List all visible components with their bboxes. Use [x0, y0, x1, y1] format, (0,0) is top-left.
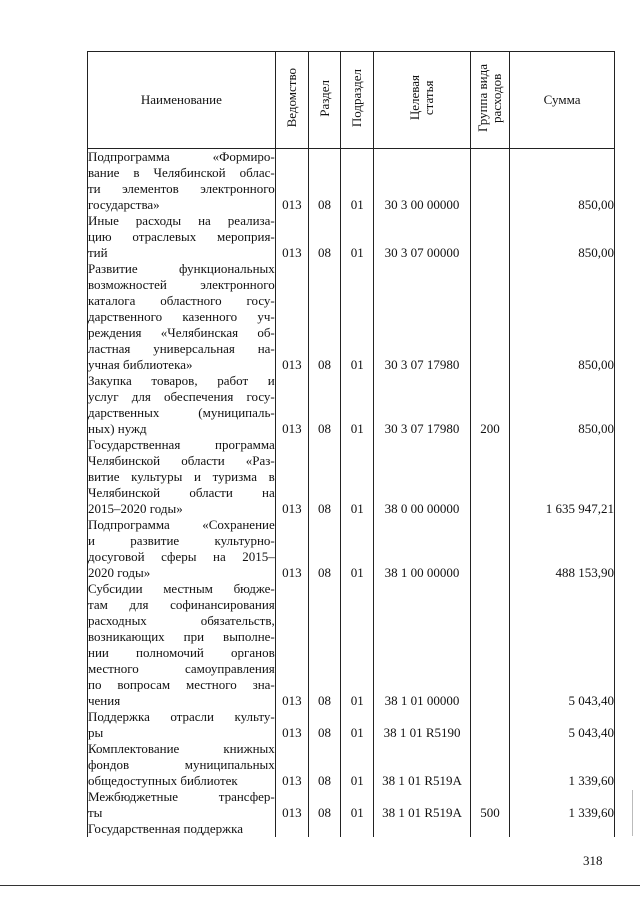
- cell-section: 08: [308, 437, 340, 517]
- cell-name-line: ры: [88, 725, 104, 740]
- cell-section: 08: [308, 789, 340, 821]
- cell-sum: 850,00: [510, 213, 615, 261]
- cell-name-line: общедоступных библиотек: [88, 773, 238, 788]
- cell-department: 013: [275, 517, 308, 581]
- cell-target-article: 38 1 01 00000: [374, 581, 470, 709]
- cell-target-article: 38 1 01 R519A: [374, 789, 470, 821]
- header-name: Наименование: [88, 52, 276, 149]
- cell-target-article: 38 1 00 00000: [374, 517, 470, 581]
- cell-subsection: 01: [341, 261, 374, 373]
- cell-subsection: 01: [341, 789, 374, 821]
- header-department: Ведомство: [275, 52, 308, 149]
- cell-expense-group: [470, 821, 509, 837]
- cell-department: 013: [275, 581, 308, 709]
- cell-subsection: 01: [341, 709, 374, 741]
- cell-name-line: дарственных (муниципаль-: [88, 405, 275, 420]
- cell-name-line: учная библиотека»: [88, 357, 193, 372]
- cell-department: 013: [275, 741, 308, 789]
- cell-name-line: Закупка товаров, работ и: [88, 373, 275, 388]
- cell-subsection: 01: [341, 437, 374, 517]
- cell-name-line: Государственная поддержка: [88, 821, 244, 836]
- cell-subsection: 01: [341, 149, 374, 214]
- table-row: [88, 821, 615, 837]
- cell-name-line: ты: [88, 805, 103, 820]
- cell-subsection: 01: [341, 517, 374, 581]
- cell-department: 013: [275, 213, 308, 261]
- cell-name-line: Субсидии местным бюдже-: [88, 581, 275, 596]
- cell-name: [88, 213, 276, 261]
- table-row: [88, 789, 615, 821]
- cell-sum: 488 153,90: [510, 517, 615, 581]
- cell-name-line: фондов муниципальных: [88, 757, 275, 772]
- cell-name-line: Подпрограмма «Формиро-: [88, 149, 275, 164]
- cell-expense-group: [470, 437, 509, 517]
- cell-name-line: Государственная программа: [88, 437, 275, 452]
- cell-subsection: 01: [341, 581, 374, 709]
- cell-department: 013: [275, 261, 308, 373]
- cell-department: 013: [275, 373, 308, 437]
- cell-name-line: ластная универсальная на-: [88, 341, 275, 356]
- cell-name-line: Развитие функциональных: [88, 261, 275, 276]
- cell-name-line: государства»: [88, 197, 160, 212]
- cell-name-line: ных) нужд: [88, 421, 147, 436]
- cell-expense-group: 500: [470, 789, 509, 821]
- cell-name-line: услуг для обеспечения госу-: [88, 389, 275, 404]
- cell-section: [308, 821, 340, 837]
- cell-name-line: вание в Челябинской облас-: [88, 165, 275, 180]
- cell-department: 013: [275, 709, 308, 741]
- budget-table: [87, 51, 615, 837]
- cell-name-line: нии полномочий органов: [88, 645, 275, 660]
- bottom-scan-rule: [0, 885, 640, 886]
- cell-name-line: каталога областного госу-: [88, 293, 275, 308]
- cell-name: [88, 517, 276, 581]
- cell-section: 08: [308, 741, 340, 789]
- cell-name-line: досуговой сферы на 2015–: [88, 549, 275, 564]
- cell-expense-group: [470, 213, 509, 261]
- table-row: [88, 581, 615, 709]
- cell-name: [88, 373, 276, 437]
- cell-target-article: 30 3 07 17980: [374, 261, 470, 373]
- cell-name-line: возникающих при выполне-: [88, 629, 275, 644]
- cell-target-article: 38 1 01 R519A: [374, 741, 470, 789]
- page-number: 318: [583, 853, 603, 868]
- cell-section: 08: [308, 581, 340, 709]
- table-row: [88, 709, 615, 741]
- cell-name: [88, 581, 276, 709]
- table-row: [88, 149, 615, 214]
- cell-expense-group: [470, 581, 509, 709]
- cell-name-line: ти элементов электронного: [88, 181, 275, 196]
- cell-target-article: 38 1 01 R5190: [374, 709, 470, 741]
- cell-name: [88, 437, 276, 517]
- cell-sum: 5 043,40: [510, 581, 615, 709]
- cell-name-line: 2020 годы»: [88, 565, 151, 580]
- header-subsection: Подраздел: [341, 52, 374, 149]
- cell-department: 013: [275, 789, 308, 821]
- cell-name-line: Иные расходы на реализа-: [88, 213, 275, 228]
- cell-name-line: Челябинской области «Раз-: [88, 453, 275, 468]
- cell-expense-group: [470, 741, 509, 789]
- table-row: [88, 437, 615, 517]
- cell-expense-group: [470, 517, 509, 581]
- table-body: [88, 149, 615, 838]
- cell-sum: [510, 821, 615, 837]
- header-target-article: Целевая статья: [374, 52, 470, 149]
- cell-target-article: 38 0 00 00000: [374, 437, 470, 517]
- cell-section: 08: [308, 373, 340, 437]
- cell-sum: 5 043,40: [510, 709, 615, 741]
- cell-subsection: 01: [341, 741, 374, 789]
- cell-expense-group: 200: [470, 373, 509, 437]
- cell-name-line: по вопросам местного зна-: [88, 677, 275, 692]
- cell-name: [88, 261, 276, 373]
- table-row: [88, 213, 615, 261]
- cell-name-line: и развитие культурно-: [88, 533, 275, 548]
- cell-sum: 850,00: [510, 261, 615, 373]
- cell-sum: 850,00: [510, 373, 615, 437]
- cell-name: [88, 741, 276, 789]
- table-row: [88, 517, 615, 581]
- cell-name-line: там для софинансирования: [88, 597, 275, 612]
- cell-subsection: [341, 821, 374, 837]
- header-sum: Сумма: [510, 52, 615, 149]
- cell-target-article: 30 3 07 00000: [374, 213, 470, 261]
- table-row: [88, 373, 615, 437]
- cell-expense-group: [470, 709, 509, 741]
- cell-sum: 1 339,60: [510, 789, 615, 821]
- cell-name-line: Челябинской области на: [88, 485, 275, 500]
- table-header-row: [88, 52, 615, 149]
- cell-name-line: дарственного казенного уч-: [88, 309, 275, 324]
- header-section: Раздел: [308, 52, 340, 149]
- cell-name-line: реждения «Челябинская об-: [88, 325, 275, 340]
- cell-section: 08: [308, 213, 340, 261]
- cell-department: 013: [275, 149, 308, 214]
- cell-name-line: 2015–2020 годы»: [88, 501, 183, 516]
- cell-name-line: цию отраслевых мероприя-: [88, 229, 275, 244]
- cell-name: [88, 149, 276, 214]
- cell-expense-group: [470, 261, 509, 373]
- cell-name-line: расходных обязательств,: [88, 613, 275, 628]
- header-expense-group: Группа вида расходов: [470, 52, 509, 149]
- cell-department: [275, 821, 308, 837]
- cell-department: 013: [275, 437, 308, 517]
- cell-name-line: витие культуры и туризма в: [88, 469, 275, 484]
- table-row: [88, 261, 615, 373]
- cell-target-article: [374, 821, 470, 837]
- cell-name-line: местного самоуправления: [88, 661, 275, 676]
- cell-name-line: чения: [88, 693, 121, 708]
- table-row: [88, 741, 615, 789]
- cell-section: 08: [308, 149, 340, 214]
- cell-name-line: Поддержка отрасли культу-: [88, 709, 275, 724]
- cell-section: 08: [308, 517, 340, 581]
- scan-edge-mark: [632, 790, 633, 836]
- cell-target-article: 30 3 00 00000: [374, 149, 470, 214]
- cell-section: 08: [308, 261, 340, 373]
- cell-name-line: возможностей электронного: [88, 277, 275, 292]
- cell-sum: 1 635 947,21: [510, 437, 615, 517]
- cell-name: [88, 821, 276, 837]
- cell-name-line: Межбюджетные трансфер-: [88, 789, 275, 804]
- cell-name-line: Подпрограмма «Сохранение: [88, 517, 275, 532]
- cell-name-line: тий: [88, 245, 108, 260]
- cell-name-line: Комплектование книжных: [88, 741, 275, 756]
- cell-target-article: 30 3 07 17980: [374, 373, 470, 437]
- cell-subsection: 01: [341, 373, 374, 437]
- cell-sum: 850,00: [510, 149, 615, 214]
- cell-sum: 1 339,60: [510, 741, 615, 789]
- cell-expense-group: [470, 149, 509, 214]
- cell-section: 08: [308, 709, 340, 741]
- cell-name: [88, 789, 276, 821]
- cell-subsection: 01: [341, 213, 374, 261]
- cell-name: [88, 709, 276, 741]
